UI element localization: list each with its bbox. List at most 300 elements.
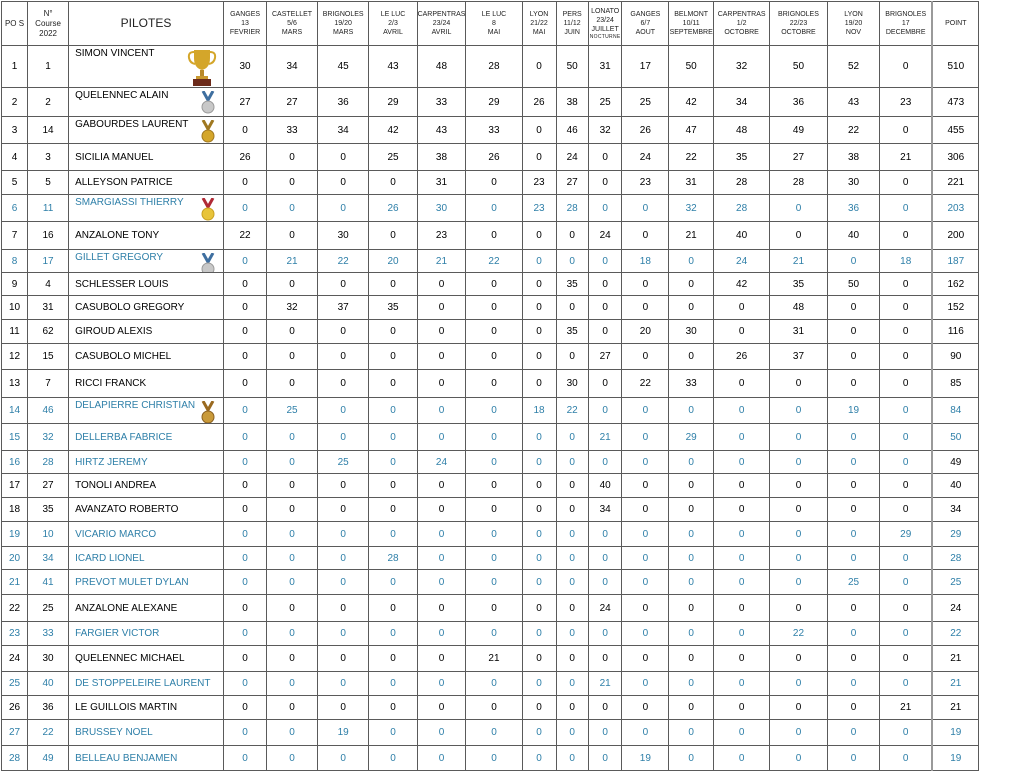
race-score-cell: 0 <box>714 398 770 424</box>
race-score-cell: 52 <box>827 46 879 88</box>
race-score-cell: 0 <box>522 570 556 595</box>
header-race <box>880 2 933 46</box>
position-cell: 15 <box>2 424 28 451</box>
pilot-name-cell <box>69 451 224 474</box>
table-row <box>2 746 1011 771</box>
race-score-cell: 26 <box>714 344 770 370</box>
race-score-cell: 0 <box>880 595 933 622</box>
position-cell: 7 <box>2 222 28 250</box>
course-number-cell: 14 <box>28 117 69 144</box>
race-score-cell: 26 <box>466 144 522 171</box>
race-score-cell: 0 <box>267 696 318 720</box>
race-score-cell: 21 <box>770 250 828 273</box>
race-score-cell: 0 <box>556 646 588 672</box>
race-score-cell: 0 <box>369 171 417 195</box>
table-row <box>2 370 1011 398</box>
race-score-cell: 0 <box>223 296 266 320</box>
table-row <box>2 117 1011 144</box>
total-points-cell: 473 <box>932 88 979 117</box>
pilot-name-cell <box>69 672 224 696</box>
race-score-cell: 0 <box>556 296 588 320</box>
header-race-line: AOUT <box>635 29 656 36</box>
total-points-cell: 25 <box>932 570 979 595</box>
race-score-cell: 0 <box>556 746 588 771</box>
race-score-cell: 0 <box>622 646 669 672</box>
header-race-line: CASTELLET <box>271 11 313 18</box>
position-cell: 3 <box>2 117 28 144</box>
pilot-name-cell <box>69 746 224 771</box>
race-score-cell: 26 <box>223 144 266 171</box>
race-score-cell: 0 <box>880 622 933 646</box>
race-score-cell: 30 <box>669 320 714 344</box>
pilot-name-cell <box>69 46 224 88</box>
header-race-line: JUIN <box>564 29 580 36</box>
pilot-name: ANZALONE TONY <box>75 230 160 241</box>
race-score-cell: 0 <box>827 646 879 672</box>
race-score-cell: 0 <box>556 522 588 547</box>
course-number-cell: 49 <box>28 746 69 771</box>
race-score-cell: 0 <box>770 498 828 522</box>
race-score-cell: 0 <box>880 570 933 595</box>
total-points-cell: 116 <box>932 320 979 344</box>
race-score-cell: 0 <box>770 370 828 398</box>
header-race <box>714 2 770 46</box>
race-score-cell: 0 <box>622 622 669 646</box>
race-score-cell: 0 <box>317 498 369 522</box>
race-score-cell: 30 <box>223 46 266 88</box>
race-score-cell: 0 <box>317 370 369 398</box>
pilot-name-cell <box>69 595 224 622</box>
race-score-cell: 0 <box>588 522 622 547</box>
position-cell: 4 <box>2 144 28 171</box>
race-score-cell: 0 <box>466 672 522 696</box>
pilot-name-cell <box>69 424 224 451</box>
race-score-cell: 0 <box>267 746 318 771</box>
race-score-cell: 20 <box>369 250 417 273</box>
header-race-line: FEVRIER <box>229 29 261 36</box>
header-race-line: 23/24 <box>596 16 614 24</box>
race-score-cell: 0 <box>556 622 588 646</box>
race-score-cell: 0 <box>369 498 417 522</box>
header-race-line: 8 <box>492 20 496 27</box>
race-score-cell: 21 <box>669 222 714 250</box>
race-score-cell: 23 <box>417 222 466 250</box>
race-score-cell: 0 <box>317 696 369 720</box>
race-score-cell: 0 <box>223 171 266 195</box>
header-race-line: OCTOBRE <box>781 29 816 36</box>
total-points-cell: 21 <box>932 646 979 672</box>
pilot-name: GABOURDES LAURENT <box>75 119 189 130</box>
table-row <box>2 696 1011 720</box>
race-score-cell: 50 <box>669 46 714 88</box>
race-score-cell: 0 <box>770 595 828 622</box>
header-race <box>770 2 828 46</box>
table-row <box>2 46 1011 88</box>
race-score-cell: 0 <box>267 344 318 370</box>
race-score-cell: 0 <box>556 451 588 474</box>
race-score-cell: 0 <box>417 474 466 498</box>
pilot-name-cell <box>69 117 224 144</box>
course-number-cell: 28 <box>28 451 69 474</box>
race-score-cell: 0 <box>827 522 879 547</box>
race-score-cell: 0 <box>770 547 828 570</box>
race-score-cell: 0 <box>880 498 933 522</box>
race-score-cell: 0 <box>880 398 933 424</box>
race-score-cell: 38 <box>827 144 879 171</box>
header-race-line: MARS <box>281 29 303 36</box>
race-score-cell: 0 <box>588 570 622 595</box>
table-row <box>2 320 1011 344</box>
header-race-line: BRIGNOLES <box>885 11 927 18</box>
race-score-cell: 0 <box>714 622 770 646</box>
race-score-cell: 0 <box>714 451 770 474</box>
race-score-cell: 0 <box>588 398 622 424</box>
race-score-cell: 0 <box>267 646 318 672</box>
race-score-cell: 27 <box>770 144 828 171</box>
position-cell: 13 <box>2 370 28 398</box>
table-row <box>2 195 1011 222</box>
race-score-cell: 0 <box>827 720 879 746</box>
header-num-line: Course <box>35 18 61 28</box>
race-score-cell: 0 <box>267 595 318 622</box>
race-score-cell: 0 <box>622 474 669 498</box>
position-cell: 10 <box>2 296 28 320</box>
pilot-name: GIROUD ALEXIS <box>75 326 153 337</box>
race-score-cell: 0 <box>522 622 556 646</box>
race-score-cell: 0 <box>669 296 714 320</box>
race-score-cell: 0 <box>770 696 828 720</box>
pilot-name-cell <box>69 370 224 398</box>
position-cell: 25 <box>2 672 28 696</box>
race-score-cell: 0 <box>223 746 266 771</box>
course-number-cell: 27 <box>28 474 69 498</box>
total-points-cell: 21 <box>932 696 979 720</box>
race-score-cell: 0 <box>267 451 318 474</box>
total-points-cell: 40 <box>932 474 979 498</box>
race-score-cell: 0 <box>223 474 266 498</box>
race-score-cell: 50 <box>770 46 828 88</box>
race-score-cell: 0 <box>770 646 828 672</box>
race-score-cell: 0 <box>317 522 369 547</box>
header-race-line: AVRIL <box>383 29 403 36</box>
race-score-cell: 0 <box>223 398 266 424</box>
race-score-cell: 0 <box>827 451 879 474</box>
race-score-cell: 38 <box>417 144 466 171</box>
race-score-cell: 43 <box>417 117 466 144</box>
race-score-cell: 36 <box>317 88 369 117</box>
race-score-cell: 27 <box>267 88 318 117</box>
race-score-cell: 0 <box>588 746 622 771</box>
race-score-cell: 28 <box>714 195 770 222</box>
race-score-cell: 42 <box>714 273 770 296</box>
race-score-cell: 0 <box>267 370 318 398</box>
race-score-cell: 0 <box>880 117 933 144</box>
race-score-cell: 17 <box>622 46 669 88</box>
race-score-cell: 0 <box>466 451 522 474</box>
race-score-cell: 0 <box>669 474 714 498</box>
race-score-cell: 21 <box>588 672 622 696</box>
trophy-icon <box>187 47 217 88</box>
header-race-line: LE LUC <box>481 11 507 18</box>
total-points-cell: 19 <box>932 746 979 771</box>
pilot-name: CASUBOLO MICHEL <box>75 351 172 362</box>
race-score-cell: 0 <box>622 672 669 696</box>
course-number-cell: 17 <box>28 250 69 273</box>
race-score-cell: 0 <box>770 451 828 474</box>
race-score-cell: 0 <box>522 222 556 250</box>
pilot-name-cell <box>69 222 224 250</box>
bronze-medal-icon <box>201 401 215 424</box>
table-row <box>2 222 1011 250</box>
race-score-cell: 0 <box>223 273 266 296</box>
race-score-cell: 0 <box>669 250 714 273</box>
race-score-cell: 0 <box>417 424 466 451</box>
race-score-cell: 0 <box>267 720 318 746</box>
pilot-name-cell <box>69 696 224 720</box>
race-score-cell: 0 <box>369 398 417 424</box>
header-race-line: 19/20 <box>334 20 352 27</box>
race-score-cell: 0 <box>622 498 669 522</box>
race-score-cell: 0 <box>714 320 770 344</box>
race-score-cell: 18 <box>522 398 556 424</box>
race-score-cell: 0 <box>588 696 622 720</box>
total-points-cell: 29 <box>932 522 979 547</box>
position-cell: 1 <box>2 46 28 88</box>
race-score-cell: 34 <box>588 498 622 522</box>
course-number-cell: 41 <box>28 570 69 595</box>
pilot-name-cell <box>69 646 224 672</box>
race-score-cell: 0 <box>466 570 522 595</box>
header-race-line: LONATO <box>591 7 620 15</box>
course-number-cell: 15 <box>28 344 69 370</box>
race-score-cell: 0 <box>417 296 466 320</box>
race-score-cell: 0 <box>827 296 879 320</box>
pilot-name: CASUBOLO GREGORY <box>75 302 185 313</box>
header-race <box>522 2 556 46</box>
race-score-cell: 0 <box>223 696 266 720</box>
header-pos: PO S <box>2 2 28 46</box>
race-score-cell: 28 <box>714 171 770 195</box>
race-score-cell: 30 <box>827 171 879 195</box>
race-score-cell: 0 <box>827 595 879 622</box>
race-score-cell: 0 <box>770 222 828 250</box>
race-score-cell: 0 <box>317 474 369 498</box>
pilot-name: PREVOT MULET DYLAN <box>75 576 189 588</box>
race-score-cell: 0 <box>770 522 828 547</box>
race-score-cell: 0 <box>714 498 770 522</box>
race-score-cell: 29 <box>369 88 417 117</box>
race-score-cell: 0 <box>827 696 879 720</box>
race-score-cell: 28 <box>466 46 522 88</box>
pilot-name: TONOLI ANDREA <box>75 480 157 491</box>
race-score-cell: 0 <box>588 273 622 296</box>
header-race-line: MARS <box>333 29 354 36</box>
header-race-line: JUILLET <box>591 25 619 33</box>
race-score-cell: 24 <box>622 144 669 171</box>
race-score-cell: 0 <box>466 171 522 195</box>
pilot-name: SCHLESSER LOUIS <box>75 278 169 290</box>
race-score-cell: 27 <box>556 171 588 195</box>
pilot-name: BRUSSEY NOEL <box>75 727 153 738</box>
race-score-cell: 0 <box>466 522 522 547</box>
total-points-cell: 152 <box>932 296 979 320</box>
race-score-cell: 25 <box>369 144 417 171</box>
race-score-cell: 26 <box>369 195 417 222</box>
table-row <box>2 672 1011 696</box>
race-score-cell: 20 <box>622 320 669 344</box>
race-score-cell: 0 <box>522 46 556 88</box>
race-score-cell: 0 <box>369 370 417 398</box>
race-score-cell: 0 <box>417 273 466 296</box>
race-score-cell: 32 <box>267 296 318 320</box>
course-number-cell: 3 <box>28 144 69 171</box>
race-score-cell: 0 <box>880 195 933 222</box>
race-score-cell: 0 <box>669 746 714 771</box>
table-row <box>2 296 1011 320</box>
race-score-cell: 33 <box>267 117 318 144</box>
race-score-cell: 0 <box>417 547 466 570</box>
race-score-cell: 26 <box>622 117 669 144</box>
header-pilotes: PILOTES <box>69 2 224 46</box>
header-race-line: CARPENTRAS <box>417 11 466 18</box>
race-score-cell: 27 <box>223 88 266 117</box>
race-score-cell: 0 <box>827 622 879 646</box>
header-race-line: LE LUC <box>380 11 406 18</box>
table-row <box>2 424 1011 451</box>
header-race-line: 22/23 <box>789 20 808 27</box>
race-score-cell: 47 <box>669 117 714 144</box>
total-points-cell: 34 <box>932 498 979 522</box>
pilot-name-cell <box>69 88 224 117</box>
race-score-cell: 32 <box>669 195 714 222</box>
race-score-cell: 0 <box>714 547 770 570</box>
race-score-cell: 21 <box>466 646 522 672</box>
race-score-cell: 0 <box>556 595 588 622</box>
race-score-cell: 0 <box>669 570 714 595</box>
race-score-cell: 0 <box>369 696 417 720</box>
total-points-cell: 221 <box>932 171 979 195</box>
race-score-cell: 0 <box>317 273 369 296</box>
pilot-name-cell <box>69 273 224 296</box>
race-score-cell: 0 <box>417 522 466 547</box>
race-score-cell: 0 <box>466 622 522 646</box>
pilot-name: LE GUILLOIS MARTIN <box>75 702 178 713</box>
race-score-cell: 0 <box>669 273 714 296</box>
table-row <box>2 522 1011 547</box>
race-score-cell: 0 <box>466 746 522 771</box>
race-score-cell: 40 <box>827 222 879 250</box>
race-score-cell: 0 <box>880 474 933 498</box>
race-score-cell: 0 <box>317 171 369 195</box>
course-number-cell: 11 <box>28 195 69 222</box>
race-score-cell: 0 <box>369 222 417 250</box>
race-score-cell: 0 <box>369 522 417 547</box>
table-row <box>2 273 1011 296</box>
race-score-cell: 21 <box>417 250 466 273</box>
course-number-cell: 2 <box>28 88 69 117</box>
position-cell: 19 <box>2 522 28 547</box>
race-score-cell: 19 <box>622 746 669 771</box>
header-race-line: DECEMBRE <box>885 29 926 36</box>
race-score-cell: 0 <box>588 320 622 344</box>
race-score-cell: 35 <box>556 320 588 344</box>
position-cell: 9 <box>2 273 28 296</box>
header-race <box>556 2 588 46</box>
race-score-cell: 22 <box>317 250 369 273</box>
pilot-name-cell <box>69 171 224 195</box>
race-score-cell: 0 <box>466 498 522 522</box>
table-row <box>2 144 1011 171</box>
race-score-cell: 0 <box>417 672 466 696</box>
race-score-cell: 0 <box>466 696 522 720</box>
header-race-line: 17 <box>901 20 910 27</box>
header-race-line: 1/2 <box>736 20 747 27</box>
race-score-cell: 0 <box>267 273 318 296</box>
header-course-number <box>28 2 69 46</box>
position-cell: 24 <box>2 646 28 672</box>
race-score-cell: 0 <box>880 222 933 250</box>
total-points-cell: 90 <box>932 344 979 370</box>
table-row <box>2 547 1011 570</box>
race-score-cell: 0 <box>770 672 828 696</box>
total-points-cell: 28 <box>932 547 979 570</box>
race-score-cell: 0 <box>714 424 770 451</box>
race-score-cell: 19 <box>317 720 369 746</box>
race-score-cell: 0 <box>417 498 466 522</box>
header-race-line: 19/20 <box>844 20 863 27</box>
race-score-cell: 35 <box>369 296 417 320</box>
race-score-cell: 0 <box>556 344 588 370</box>
race-score-cell: 0 <box>267 424 318 451</box>
race-score-cell: 0 <box>827 547 879 570</box>
race-score-cell: 0 <box>522 474 556 498</box>
pilot-name: DELAPIERRE CHRISTIAN <box>75 400 196 411</box>
header-race <box>267 2 318 46</box>
race-score-cell: 30 <box>417 195 466 222</box>
race-score-cell: 0 <box>522 547 556 570</box>
header-race-line: 13 <box>241 20 249 27</box>
table-row <box>2 171 1011 195</box>
total-points-cell: 187 <box>932 250 979 273</box>
total-points-cell: 84 <box>932 398 979 424</box>
header-race-line: 10/11 <box>682 20 700 27</box>
race-score-cell: 0 <box>317 144 369 171</box>
race-score-cell: 0 <box>827 320 879 344</box>
race-score-cell: 50 <box>827 273 879 296</box>
header-race-line: AVRIL <box>431 29 452 36</box>
race-score-cell: 0 <box>556 424 588 451</box>
pilot-name: SICILIA MANUEL <box>75 151 154 163</box>
header-race-line: 23/24 <box>432 20 451 27</box>
pilot-name: HIRTZ JEREMY <box>75 456 148 468</box>
race-score-cell: 43 <box>827 88 879 117</box>
header-race <box>417 2 466 46</box>
pilot-name: QUELENNEC ALAIN <box>75 90 169 101</box>
race-score-cell: 37 <box>770 344 828 370</box>
course-number-cell: 62 <box>28 320 69 344</box>
race-score-cell: 21 <box>588 424 622 451</box>
race-score-cell: 0 <box>317 672 369 696</box>
race-score-cell: 0 <box>417 344 466 370</box>
race-score-cell: 0 <box>466 547 522 570</box>
header-num-line: 2022 <box>39 28 57 38</box>
header-race-line: CARPENTRAS <box>717 11 766 18</box>
header-race <box>588 2 622 46</box>
position-cell: 22 <box>2 595 28 622</box>
race-score-cell: 0 <box>556 547 588 570</box>
race-score-cell: 0 <box>466 424 522 451</box>
header-race <box>317 2 369 46</box>
